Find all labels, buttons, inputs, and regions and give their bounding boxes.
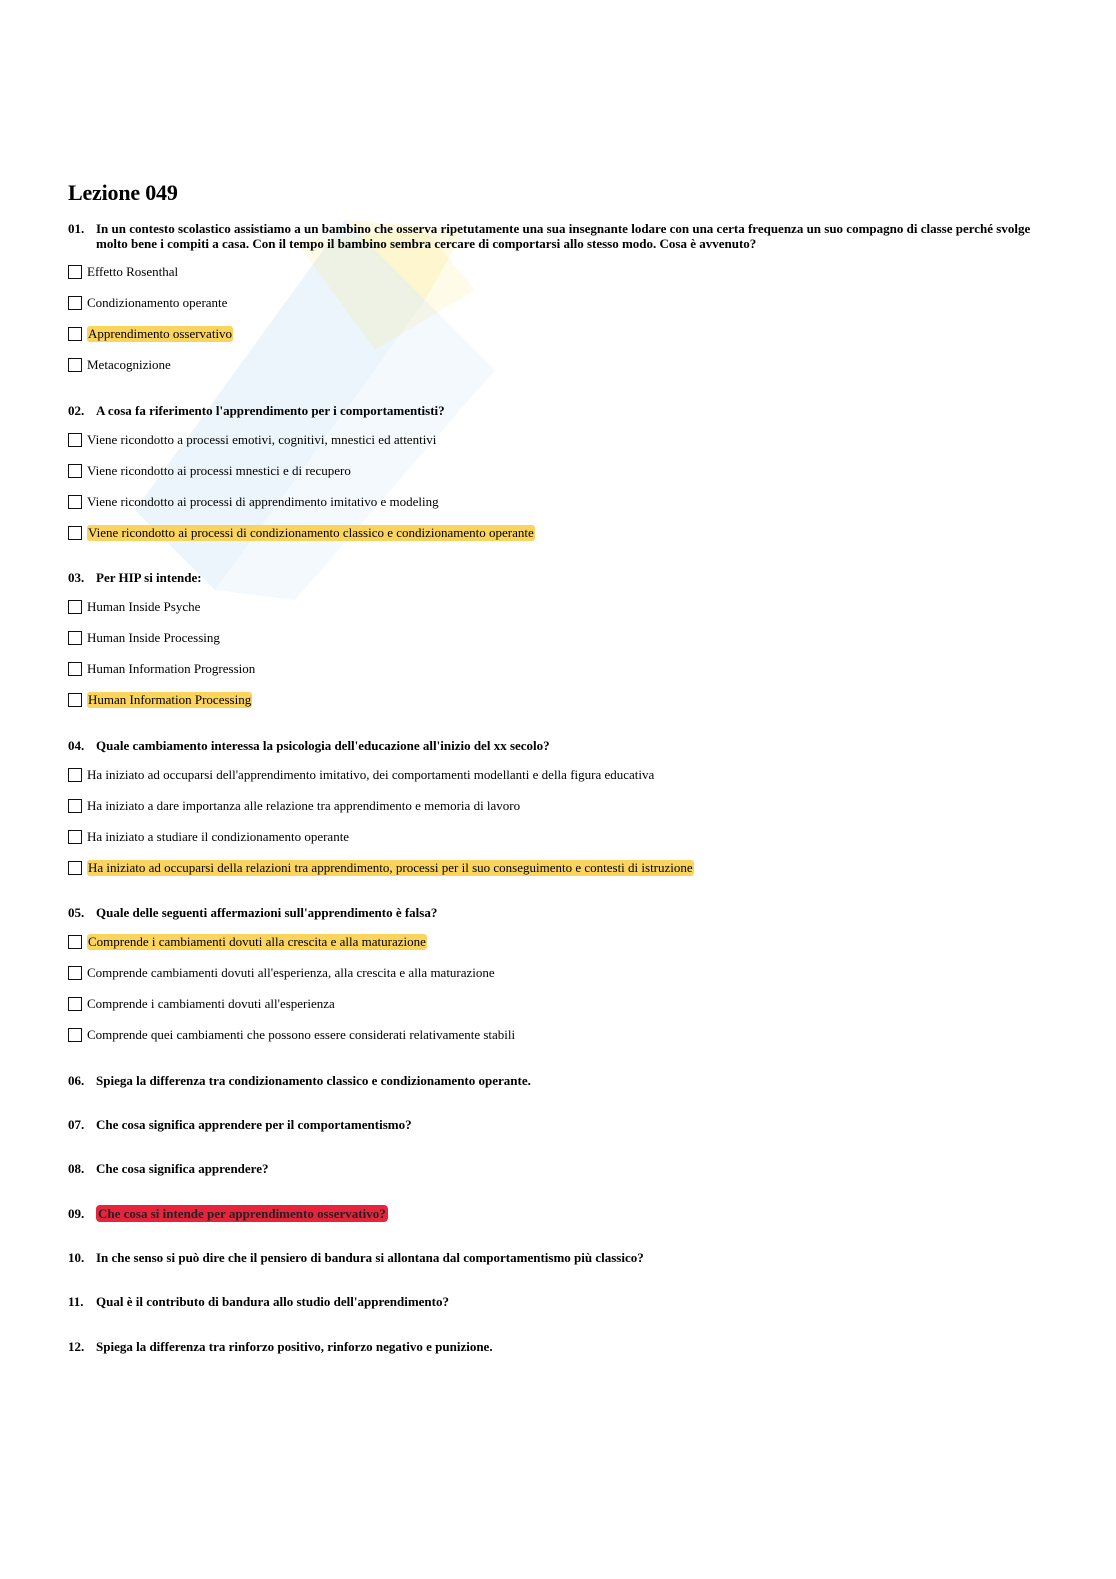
question-text: Spiega la differenza tra condizionamento classico e condizionamento operante. [96, 1073, 531, 1088]
option-label: Human Inside Psyche [87, 599, 201, 614]
checkbox-icon[interactable] [68, 495, 82, 509]
question-number: 09. [68, 1206, 85, 1221]
option-label: Effetto Rosenthal [87, 264, 179, 279]
question-number: 05. [68, 905, 85, 920]
option-checkbox[interactable] [68, 629, 220, 647]
checkbox-icon[interactable] [68, 662, 82, 676]
option-label-highlighted: Human Information Processing [88, 692, 252, 707]
page-title: Lezione 049 [68, 180, 178, 205]
checkbox-icon[interactable] [68, 464, 82, 478]
question-number: 12. [68, 1339, 85, 1354]
option-checkbox-correct[interactable] [68, 691, 252, 709]
option-checkbox[interactable] [68, 356, 171, 374]
question-text: A cosa fa riferimento l'apprendimento per i comportamentisti? [96, 403, 445, 418]
question-number: 04. [68, 738, 85, 753]
option-checkbox[interactable] [68, 598, 200, 616]
option-checkbox-correct[interactable] [68, 325, 233, 343]
question-text: Quale cambiamento interessa la psicologia dell'educazione all'inizio del xx secolo? [96, 738, 550, 753]
question-number: 03. [68, 570, 85, 585]
question-text: Per HIP si intende: [96, 570, 202, 585]
option-checkbox[interactable] [68, 828, 349, 846]
option-checkbox[interactable] [68, 766, 654, 784]
checkbox-icon[interactable] [68, 296, 82, 310]
option-label: Metacognizione [87, 357, 171, 372]
question-02 [68, 403, 1048, 418]
option-label: Comprende i cambiamenti dovuti all'esperienza [87, 996, 335, 1011]
option-label-highlighted: Viene ricondotto ai processi di condizionamento classico e condizionamento operante [88, 525, 534, 540]
question-text: Che cosa significa apprendere per il comportamentismo? [96, 1117, 412, 1132]
question-number: 11. [68, 1294, 84, 1309]
checkbox-icon[interactable] [68, 693, 82, 707]
option-label: Human Information Progression [87, 661, 256, 676]
option-checkbox[interactable] [68, 263, 178, 281]
option-checkbox[interactable] [68, 660, 255, 678]
checkbox-icon[interactable] [68, 327, 82, 341]
question-text: Qual è il contributo di bandura allo studio dell'apprendimento? [96, 1294, 449, 1309]
option-checkbox[interactable] [68, 995, 335, 1013]
open-question-09 [68, 1206, 1048, 1221]
option-checkbox[interactable] [68, 462, 351, 480]
checkbox-icon[interactable] [68, 358, 82, 372]
checkbox-icon[interactable] [68, 526, 82, 540]
question-01 [68, 221, 1048, 251]
open-question-12 [68, 1339, 1048, 1354]
question-04 [68, 738, 1048, 753]
question-text: Spiega la differenza tra rinforzo positivo, rinforzo negativo e punizione. [96, 1339, 493, 1354]
option-checkbox[interactable] [68, 431, 436, 449]
open-question-08 [68, 1161, 1048, 1176]
option-label: Comprende quei cambiamenti che possono essere considerati relativamente stabili [87, 1027, 516, 1042]
question-05 [68, 905, 1048, 920]
option-label: Viene ricondotto ai processi di apprendimento imitativo e modeling [87, 494, 439, 509]
option-checkbox-correct[interactable] [68, 524, 535, 542]
open-question-10 [68, 1250, 1048, 1265]
question-number: 02. [68, 403, 85, 418]
checkbox-icon[interactable] [68, 997, 82, 1011]
question-number: 08. [68, 1161, 85, 1176]
option-label: Ha iniziato a dare importanza alle relazione tra apprendimento e memoria di lavoro [87, 798, 521, 813]
question-text: Che cosa significa apprendere? [96, 1161, 269, 1176]
checkbox-icon[interactable] [68, 600, 82, 614]
checkbox-icon[interactable] [68, 433, 82, 447]
question-text: Quale delle seguenti affermazioni sull'apprendimento è falsa? [96, 905, 438, 920]
option-label: Ha iniziato ad occuparsi dell'apprendimento imitativo, dei comportamenti modellanti e della figura educativa [87, 767, 655, 782]
option-label: Viene ricondotto a processi emotivi, cognitivi, mnestici ed attentivi [87, 432, 437, 447]
question-number: 01. [68, 221, 85, 236]
checkbox-icon[interactable] [68, 265, 82, 279]
option-label: Comprende cambiamenti dovuti all'esperienza, alla crescita e alla maturazione [87, 965, 495, 980]
option-label: Human Inside Processing [87, 630, 220, 645]
checkbox-icon[interactable] [68, 861, 82, 875]
question-text: In un contesto scolastico assistiamo a un bambino che osserva ripetutamente una sua insegnante lodare con una certa frequenza un suo compagno di classe perché svolge molto bene i compiti a casa. Con il tempo il bambino sembra cercare di comportarsi allo stesso modo. Cosa è avvenuto? [96, 221, 1031, 251]
option-checkbox[interactable] [68, 1026, 515, 1044]
checkbox-icon[interactable] [68, 631, 82, 645]
open-question-07 [68, 1117, 1048, 1132]
option-checkbox[interactable] [68, 294, 227, 312]
checkbox-icon[interactable] [68, 768, 82, 782]
option-label-highlighted: Apprendimento osservativo [88, 326, 233, 341]
option-label: Condizionamento operante [87, 295, 228, 310]
option-label-highlighted: Ha iniziato ad occuparsi della relazioni tra apprendimento, processi per il suo conseguimento e contesti di istruzione [88, 860, 693, 875]
checkbox-icon[interactable] [68, 935, 82, 949]
checkbox-icon[interactable] [68, 799, 82, 813]
checkbox-icon[interactable] [68, 966, 82, 980]
option-checkbox[interactable] [68, 964, 495, 982]
option-checkbox[interactable] [68, 493, 439, 511]
option-label-highlighted: Comprende i cambiamenti dovuti alla crescita e alla maturazione [88, 934, 426, 949]
question-number: 10. [68, 1250, 85, 1265]
question-text: In che senso si può dire che il pensiero di bandura si allontana dal comportamentismo più classico? [96, 1250, 644, 1265]
question-text-flagged: Che cosa si intende per apprendimento osservativo? [98, 1206, 386, 1221]
open-question-06 [68, 1073, 1048, 1088]
checkbox-icon[interactable] [68, 1028, 82, 1042]
question-03 [68, 570, 1048, 585]
option-label: Viene ricondotto ai processi mnestici e di recupero [87, 463, 351, 478]
option-checkbox-correct[interactable] [68, 859, 694, 877]
question-number: 07. [68, 1117, 85, 1132]
open-question-11 [68, 1294, 1048, 1309]
option-label: Ha iniziato a studiare il condizionamento operante [87, 829, 350, 844]
checkbox-icon[interactable] [68, 830, 82, 844]
option-checkbox-correct[interactable] [68, 933, 427, 951]
option-checkbox[interactable] [68, 797, 520, 815]
question-number: 06. [68, 1073, 85, 1088]
